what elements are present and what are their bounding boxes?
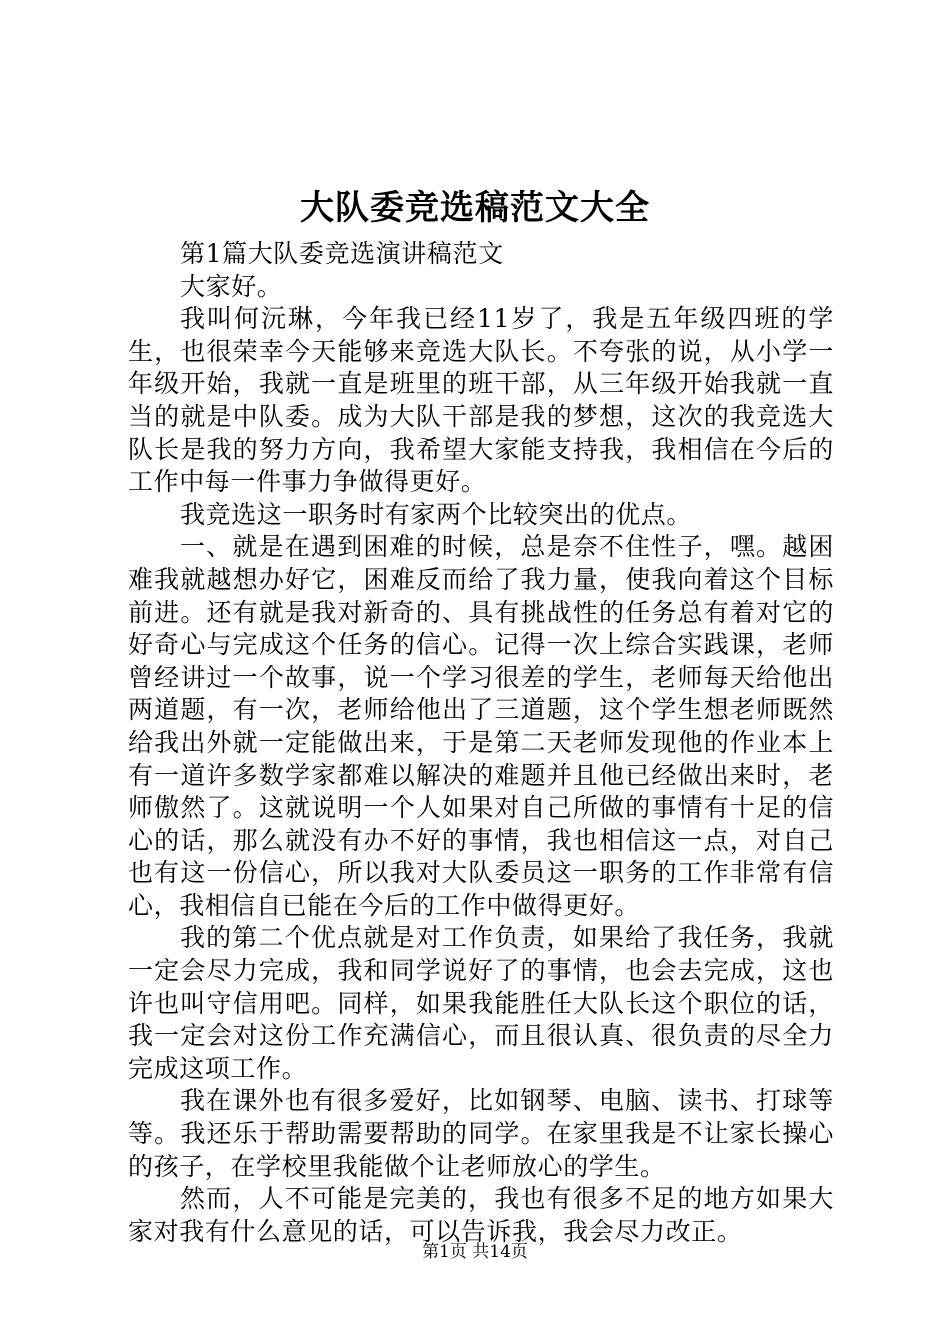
body-paragraph: 我的第二个优点就是对工作负责，如果给了我任务，我就一定会尽力完成，我和同学说好了的事情，也会去完成，这也许也叫守信用吧。同样，如果我能胜任大队长这个职位的话，我一定会对这份工作充满信心，而且很认真、很负责的尽全力完成这项工作。: [128, 923, 834, 1083]
section-heading: 第1篇大队委竞选演讲稿范文: [180, 239, 504, 268]
body-paragraph: 然而，人不可能是完美的，我也有很多不足的地方如果大家对我有什么意见的话，可以告诉我，我会尽力改正。: [128, 1184, 834, 1246]
body-paragraph: 我叫何沅琳，今年我已经11岁了，我是五年级四班的学生，也很荣幸今天能够来竞选大队长。不夸张的说，从小学一年级开始，我就一直是班里的班干部，从三年级开始我就一直当的就是中队委。成为大队干部是我的梦想，这次的我竞选大队长是我的努力方向，我希望大家能支持我，我相信在今后的工作中每一件事力争做得更好。: [128, 304, 834, 497]
body-paragraph: 我竞选这一职务时有家两个比较突出的优点。: [180, 499, 693, 529]
body-paragraph: 一、就是在遇到困难的时候，总是奈不住性子，嘿。越困难我就越想办好它，困难反而给了我力量，使我向着这个目标前进。还有就是我对新奇的、具有挑战性的任务总有着对它的好奇心与完成这个任务的信心。记得一次上综合实践课，老师曾经讲过一个故事，说一个学习很差的学生，老师每天给他出两道题，有一次，老师给他出了三道题，这个学生想老师既然给我出外就一定能做出来，于是第二天老师发现他的作业本上有一道许多数学家都难以解决的难题并且他已经做出来时，老师傲然了。这就说明一个人如果对自己所做的事情有十足的信心的话，那么就没有办不好的事情，我也相信这一点，对自己也有这一份信心，所以我对大队委员这一职务的工作非常有信心，我相信自已能在今后的工作中做得更好。: [128, 532, 834, 920]
body-paragraph: 我在课外也有很多爱好，比如钢琴、电脑、读书、打球等等。我还乐于帮助需要帮助的同学。在家里我是不让家长操心的孩子，在学校里我能做个让老师放心的学生。: [128, 1086, 834, 1181]
greeting-paragraph: 大家好。: [180, 271, 283, 301]
document-title: 大队委竞选稿范文大全: [300, 188, 650, 228]
document-body: [128, 238, 834, 1248]
page-footer: 第1页 共14页: [422, 1242, 528, 1262]
